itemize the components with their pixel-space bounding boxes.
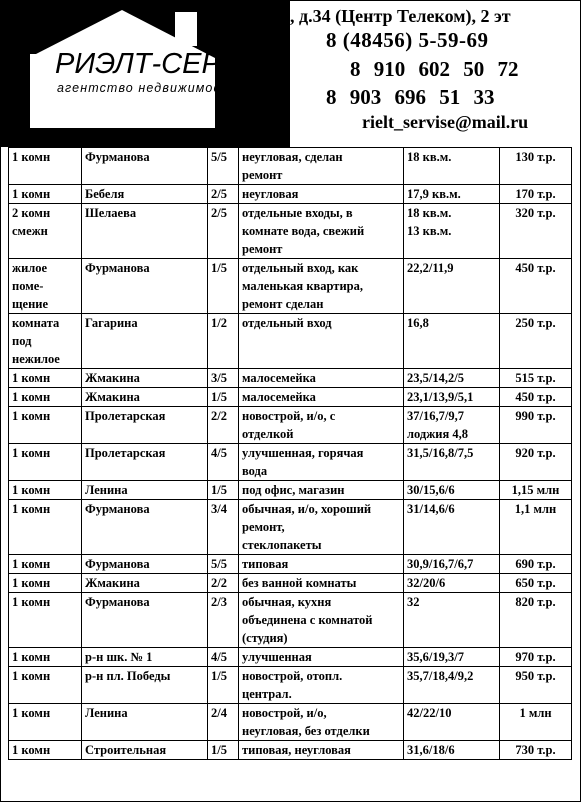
area-cell <box>404 314 500 369</box>
description-line: централ. <box>242 687 292 701</box>
area-cell <box>404 500 500 555</box>
description-cell <box>239 500 404 555</box>
phone-number: 8 910 602 50 72 <box>350 57 519 81</box>
price-cell: 320 т.р. <box>500 204 572 259</box>
description-cell <box>239 369 404 388</box>
area-line: 31,6/18/6 <box>407 743 455 757</box>
description-cell <box>239 444 404 481</box>
area-cell <box>404 555 500 574</box>
table-row <box>9 407 572 444</box>
room-type-line: 1 комн <box>12 409 51 423</box>
address-text: , д.34 (Центр Телеком), 2 эт <box>290 6 511 26</box>
price-cell: 1 млн <box>500 704 572 741</box>
table-row <box>9 648 572 667</box>
description-cell <box>239 593 404 648</box>
room-type-line: поме- <box>12 279 44 293</box>
street-cell: Жмакина <box>82 369 208 388</box>
floor-cell: 4/5 <box>208 648 239 667</box>
table-row <box>9 388 572 407</box>
table-row <box>9 185 572 204</box>
room-type-line: 1 комн <box>12 483 51 497</box>
area-line: 22,2/11,9 <box>407 261 454 275</box>
street-cell: Фурманова <box>82 555 208 574</box>
table-row <box>9 704 572 741</box>
area-line: 31/14,6/6 <box>407 502 455 516</box>
area-cell <box>404 369 500 388</box>
price-cell: 450 т.р. <box>500 388 572 407</box>
phone-number: 8 (48456) 5-59-69 <box>326 28 489 52</box>
street-cell: Бебеля <box>82 185 208 204</box>
description-line: объединена с комнатой <box>242 613 373 627</box>
area-line: 35,7/18,4/9,2 <box>407 669 474 683</box>
description-line: малосемейка <box>242 371 316 385</box>
room-type-line: под <box>12 334 32 348</box>
area-line: 30/15,6/6 <box>407 483 455 497</box>
description-line: типовая <box>242 557 289 571</box>
email-text: rielt_servise@mail.ru <box>362 112 529 132</box>
table-row <box>9 667 572 704</box>
room-type-line: 1 комн <box>12 743 51 757</box>
room-type-cell <box>9 259 82 314</box>
area-line: 18 кв.м. <box>407 206 452 220</box>
street-cell: Фурманова <box>82 259 208 314</box>
area-line: 23,5/14,2/5 <box>407 371 464 385</box>
floor-cell: 2/4 <box>208 704 239 741</box>
area-line: лоджия 4,8 <box>407 427 469 441</box>
description-cell <box>239 481 404 500</box>
room-type-line: нежилое <box>12 352 60 366</box>
street-cell: Ленина <box>82 704 208 741</box>
price-cell: 450 т.р. <box>500 259 572 314</box>
description-cell <box>239 648 404 667</box>
area-cell <box>404 704 500 741</box>
description-line: обычная, кухня <box>242 595 332 609</box>
area-line: 37/16,7/9,7 <box>407 409 464 423</box>
description-line: отдельные входы, в <box>242 206 353 220</box>
description-cell <box>239 741 404 760</box>
table-row <box>9 314 572 369</box>
room-type-cell <box>9 388 82 407</box>
area-cell <box>404 407 500 444</box>
room-type-cell <box>9 407 82 444</box>
room-type-cell <box>9 593 82 648</box>
logo-block <box>0 0 290 147</box>
area-cell <box>404 444 500 481</box>
price-cell: 515 т.р. <box>500 369 572 388</box>
floor-cell: 5/5 <box>208 148 239 185</box>
floor-cell: 3/5 <box>208 369 239 388</box>
street-cell: Ленина <box>82 481 208 500</box>
description-line: под офис, магазин <box>242 483 345 497</box>
room-type-line: 1 комн <box>12 446 51 460</box>
price-cell: 690 т.р. <box>500 555 572 574</box>
floor-cell: 1/5 <box>208 481 239 500</box>
table-row <box>9 444 572 481</box>
area-cell <box>404 481 500 500</box>
street-cell: Фурманова <box>82 500 208 555</box>
floor-cell: 2/5 <box>208 185 239 204</box>
area-line: 32/20/6 <box>407 576 446 590</box>
price-cell: 650 т.р. <box>500 574 572 593</box>
floor-cell: 2/3 <box>208 593 239 648</box>
table-row <box>9 148 572 185</box>
street-cell: Гагарина <box>82 314 208 369</box>
room-type-line: 1 комн <box>12 669 51 683</box>
floor-cell: 2/5 <box>208 204 239 259</box>
price-cell: 920 т.р. <box>500 444 572 481</box>
description-line: отделкой <box>242 427 294 441</box>
price-cell: 730 т.р. <box>500 741 572 760</box>
table-row <box>9 369 572 388</box>
room-type-line: 1 комн <box>12 187 51 201</box>
area-cell <box>404 388 500 407</box>
room-type-cell <box>9 741 82 760</box>
area-cell <box>404 648 500 667</box>
street-cell: Строительная <box>82 741 208 760</box>
room-type-line: 1 комн <box>12 557 51 571</box>
description-line: неугловая, сделан <box>242 150 343 164</box>
room-type-line: 2 комн <box>12 206 51 220</box>
area-line: 18 кв.м. <box>407 150 452 164</box>
description-line: новострой, отопл. <box>242 669 343 683</box>
area-line: 13 кв.м. <box>407 224 452 238</box>
floor-cell: 1/5 <box>208 667 239 704</box>
description-cell <box>239 574 404 593</box>
price-cell: 130 т.р. <box>500 148 572 185</box>
area-cell <box>404 667 500 704</box>
description-line: ремонт <box>242 242 283 256</box>
floor-cell: 2/2 <box>208 407 239 444</box>
area-cell <box>404 204 500 259</box>
room-type-line: 1 комн <box>12 650 51 664</box>
description-line: неугловая, без отделки <box>242 724 370 738</box>
area-line: 32 <box>407 595 420 609</box>
description-line: новострой, и/о, <box>242 706 327 720</box>
company-name: РИЭЛТ-СЕРВИС <box>55 48 282 80</box>
floor-cell: 1/2 <box>208 314 239 369</box>
table-row <box>9 741 572 760</box>
table-row <box>9 593 572 648</box>
street-cell: р-н шк. № 1 <box>82 648 208 667</box>
room-type-line: 1 комн <box>12 502 51 516</box>
description-line: отдельный вход <box>242 316 332 330</box>
description-cell <box>239 148 404 185</box>
price-cell: 1,15 млн <box>500 481 572 500</box>
floor-cell: 2/2 <box>208 574 239 593</box>
room-type-line: 1 комн <box>12 595 51 609</box>
area-line: 16,8 <box>407 316 429 330</box>
table-row <box>9 204 572 259</box>
description-line: отдельный вход, как <box>242 261 359 275</box>
room-type-line: жилое <box>12 261 48 275</box>
floor-cell: 1/5 <box>208 388 239 407</box>
area-line: 23,1/13,9/5,1 <box>407 390 474 404</box>
description-cell <box>239 555 404 574</box>
room-type-line: 1 комн <box>12 576 51 590</box>
room-type-cell <box>9 369 82 388</box>
phone-number: 8 903 696 51 33 <box>326 85 495 109</box>
description-cell <box>239 259 404 314</box>
listings-body <box>9 148 572 760</box>
street-cell: р-н пл. Победы <box>82 667 208 704</box>
area-cell <box>404 259 500 314</box>
room-type-cell <box>9 314 82 369</box>
company-subtitle: агентство недвижимости <box>57 81 241 95</box>
description-line: комнате вода, свежий <box>242 224 365 238</box>
street-cell: Фурманова <box>82 593 208 648</box>
description-line: (студия) <box>242 631 288 645</box>
room-type-line: 1 комн <box>12 390 51 404</box>
floor-cell: 4/5 <box>208 444 239 481</box>
room-type-cell <box>9 444 82 481</box>
description-line: без ванной комнаты <box>242 576 357 590</box>
area-cell <box>404 593 500 648</box>
description-cell <box>239 204 404 259</box>
price-cell: 950 т.р. <box>500 667 572 704</box>
description-cell <box>239 314 404 369</box>
room-type-line: комната <box>12 316 60 330</box>
description-cell <box>239 667 404 704</box>
description-line: новострой, и/о, с <box>242 409 336 423</box>
room-type-line: 1 комн <box>12 706 51 720</box>
description-line: вода <box>242 464 268 478</box>
area-line: 31,5/16,8/7,5 <box>407 446 474 460</box>
floor-cell: 3/4 <box>208 500 239 555</box>
description-line: стеклопакеты <box>242 538 322 552</box>
description-line: неугловая <box>242 187 299 201</box>
price-cell: 170 т.р. <box>500 185 572 204</box>
table-row <box>9 500 572 555</box>
description-line: ремонт <box>242 168 283 182</box>
room-type-line: щение <box>12 297 49 311</box>
area-line: 30,9/16,7/6,7 <box>407 557 474 571</box>
room-type-cell <box>9 500 82 555</box>
street-cell: Жмакина <box>82 388 208 407</box>
room-type-line: 1 комн <box>12 371 51 385</box>
room-type-cell <box>9 204 82 259</box>
description-line: ремонт, <box>242 520 285 534</box>
room-type-cell <box>9 185 82 204</box>
area-line: 17,9 кв.м. <box>407 187 461 201</box>
table-row <box>9 481 572 500</box>
area-cell <box>404 148 500 185</box>
area-cell <box>404 574 500 593</box>
description-cell <box>239 407 404 444</box>
floor-cell: 1/5 <box>208 259 239 314</box>
description-line: типовая, неугловая <box>242 743 351 757</box>
floor-cell: 1/5 <box>208 741 239 760</box>
description-line: обычная, и/о, хороший <box>242 502 372 516</box>
description-line: малосемейка <box>242 390 316 404</box>
room-type-cell <box>9 704 82 741</box>
price-cell: 250 т.р. <box>500 314 572 369</box>
area-cell <box>404 185 500 204</box>
room-type-cell <box>9 148 82 185</box>
room-type-line: 1 комн <box>12 150 51 164</box>
description-line: ремонт сделан <box>242 297 324 311</box>
room-type-cell <box>9 648 82 667</box>
room-type-cell <box>9 555 82 574</box>
price-cell: 990 т.р. <box>500 407 572 444</box>
price-cell: 970 т.р. <box>500 648 572 667</box>
room-type-cell <box>9 481 82 500</box>
street-cell: Пролетарская <box>82 444 208 481</box>
room-type-cell <box>9 574 82 593</box>
area-line: 35,6/19,3/7 <box>407 650 464 664</box>
street-cell: Шелаева <box>82 204 208 259</box>
floor-cell: 5/5 <box>208 555 239 574</box>
street-cell: Пролетарская <box>82 407 208 444</box>
price-cell: 820 т.р. <box>500 593 572 648</box>
area-cell <box>404 741 500 760</box>
description-cell <box>239 388 404 407</box>
area-line: 42/22/10 <box>407 706 452 720</box>
table-row <box>9 574 572 593</box>
listings-table <box>8 147 572 760</box>
room-type-line: смежн <box>12 224 48 238</box>
description-cell <box>239 704 404 741</box>
street-cell: Фурманова <box>82 148 208 185</box>
description-line: маленькая квартира, <box>242 279 363 293</box>
room-type-cell <box>9 667 82 704</box>
description-line: улучшенная <box>242 650 312 664</box>
price-cell: 1,1 млн <box>500 500 572 555</box>
table-row <box>9 555 572 574</box>
description-line: улучшенная, горячая <box>242 446 364 460</box>
description-cell <box>239 185 404 204</box>
street-cell: Жмакина <box>82 574 208 593</box>
table-row <box>9 259 572 314</box>
